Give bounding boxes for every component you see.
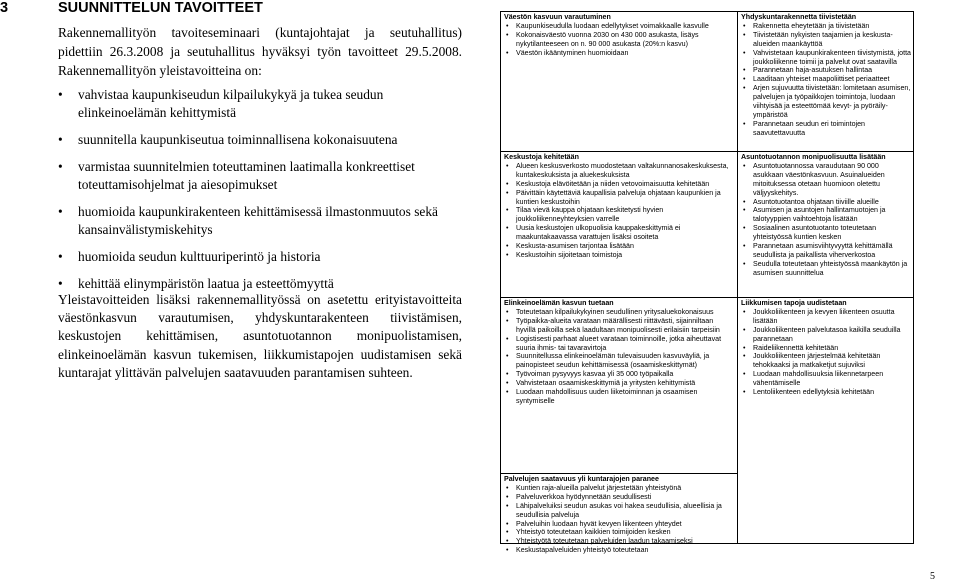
bullet-icon: •	[743, 242, 746, 251]
bullet-icon: •	[506, 30, 509, 39]
bullet-icon: •	[58, 204, 63, 219]
bullet-icon: •	[506, 179, 509, 188]
table-cell-yhdyskuntarakenne	[738, 12, 914, 151]
list-item: • Parannetaan seudun eri toimintojen saavutettavuutta	[743, 119, 866, 137]
cell-title: Keskustoja kehitetään	[504, 153, 579, 161]
goal-item: • vahvistaa kaupunkiseudun kilpailukykyä ja tukea seudun elinkeinoelämän kehittymistä	[58, 87, 384, 120]
bullet-icon: •	[506, 316, 509, 325]
table-cell-asuntotuotanto	[738, 152, 914, 297]
bullet-icon: •	[506, 519, 509, 528]
goal-item: • huomioida kaupunkirakenteen kehittämisessä ilmastonmuutos sekä kansainvälistymiskehitys	[58, 204, 438, 237]
list-item: • Joukkoliikenteen järjestelmää kehitetään tehokkaaksi ja matkaketjut sujuviksi	[743, 352, 881, 370]
bullet-icon: •	[743, 224, 746, 233]
bullet-icon: •	[506, 188, 509, 197]
list-item: • Keskustapalveluiden yhteistyö toteutetaan	[506, 546, 649, 555]
bullet-icon: •	[506, 388, 509, 397]
outro-paragraph: Yleistavoitteiden lisäksi rakennemallityössä on asetettu erityistavoitteita väestönkasvun varautumisen, yhdyskuntarakenteen tiivistämisen, keskustojen kehittämisen, asuntotuotannon monipuolistamisen, elinkeinoelämän kasvun tukemisen, liikkumistapojen uudistamisen sekä kuntarajat ylittävän palvelujen saatavuuden parantamisen suhteen.	[58, 292, 462, 380]
bullet-icon: •	[743, 307, 746, 316]
table-cell-elinkeinoelama	[501, 298, 737, 473]
list-item: • Tiivistetään nykyisten taajamien ja keskusta-alueiden maankäyttöä	[743, 30, 893, 48]
bullet-icon: •	[743, 206, 746, 215]
cell-title: Palvelujen saatavuus yli kuntarajojen paranee	[504, 475, 659, 483]
list-item: • Laaditaan yhteiset maapoliittiset periaatteet	[743, 75, 890, 84]
list-item: • Keskusta-asumisen tarjontaa lisätään	[506, 242, 634, 251]
section-title: SUUNNITTELUN TAVOITTEET	[58, 0, 263, 16]
bullet-icon: •	[506, 206, 509, 215]
bullet-icon: •	[743, 161, 746, 170]
goal-item: • kehittää elinympäristön laatua ja esteettömyyttä	[58, 276, 334, 291]
bullet-icon: •	[506, 224, 509, 233]
bullet-icon: •	[506, 528, 509, 537]
list-item: • Yhteistyötä toteutetaan palveluiden laadun takaamiseksi	[506, 537, 693, 546]
list-item: • Toteutetaan kilpailukykyinen seudullinen yritysaluekokonaisuus	[506, 307, 714, 316]
section-heading	[0, 0, 470, 16]
list-item: • Kaupunkiseudulla luodaan edellytykset voimakkaalle kasvulle	[506, 21, 709, 30]
bullet-icon: •	[743, 75, 746, 84]
list-item: • Lentoliikenteen edellytyksiä kehitetään	[743, 388, 875, 397]
bullet-icon: •	[743, 66, 746, 75]
list-item: • Yhteistyö toteutetaan kaikkien toimijoiden kesken	[506, 528, 671, 537]
bullet-icon: •	[743, 119, 746, 128]
list-item: • Lähipalveluiksi seudun asukas voi hakea seudullisia, alueellisia ja seudullisia palveluja	[506, 501, 722, 519]
bullet-icon: •	[506, 483, 509, 492]
cell-list	[741, 308, 911, 397]
bullet-icon: •	[58, 276, 63, 291]
bullet-icon: •	[58, 249, 63, 264]
table-cell-liikkuminen	[738, 298, 914, 543]
bullet-icon: •	[743, 21, 746, 30]
list-item: • Keskustoihin sijoitetaan toimistoja	[506, 250, 623, 259]
section-number: 3	[0, 0, 9, 16]
list-item: • Raideliikennettä kehitetään	[743, 343, 839, 352]
page-number: 5	[930, 571, 935, 582]
cell-title: Elinkeinoelämän kasvun tuetaan	[504, 299, 614, 307]
list-item: • Arjen sujuvuutta tiivistetään: lomitetaan asumisen, palvelujen ja työpaikkojen toimintoja, luodaan viihtyisää ja esteettömää kevyt- ja pyöräily-ympäristöä	[743, 84, 911, 119]
list-item: • Asuntotuotannossa varaudutaan 90 000 asukkaan väestönkasvuun. Asuinalueiden mitoituksessa otetaan huomioon oletettu väljyyskehitys.	[743, 161, 885, 197]
bullet-icon: •	[743, 84, 746, 93]
list-item: • Sosiaalinen asuntotuotanto toteutetaan yhteistyössä kuntien kesken	[743, 224, 877, 242]
bullet-icon: •	[58, 159, 63, 174]
list-item: • Työpaikka-alueita varataan määrällisesti riittävästi, sijainniltaan hyvillä paikoilla sekä laadultaan monipuolisesti erilaisiin tarpeisiin	[506, 316, 720, 334]
bullet-icon: •	[743, 325, 746, 334]
list-item: • Asumisen ja asuntojen hallintamuotojen ja talotyyppien vaihtoehtoja lisätään	[743, 206, 886, 224]
list-item: • Tilaa vievä kauppa ohjataan keskitetysti hyvien joukkoliikenneyhteyksien varrelle	[506, 206, 664, 224]
bullet-icon: •	[743, 352, 746, 361]
list-item: • Väestön ikääntyminen huomioidaan	[506, 48, 629, 57]
list-item: • Luodaan mahdollisuus uuden liiketoiminnan ja osaamisen syntymiselle	[506, 388, 698, 405]
bullet-icon: •	[506, 21, 509, 30]
goals-table	[500, 11, 914, 555]
list-item: • Asuntotuotantoa ohjataan tiiviille alueille	[743, 197, 879, 206]
bullet-icon: •	[506, 161, 509, 170]
list-item: • Palveluihin luodaan hyvät kevyen liikenteen yhteydet	[506, 519, 682, 528]
list-item: • Suunnitellussa elinkeinoelämän tulevaisuuden kasvuväyliä, ja painopisteet seudun kehittämisessä (osaamiskeskittymät)	[506, 352, 710, 370]
cell-title: Asuntotuotannon monipuolisuutta lisätään	[741, 153, 886, 161]
list-item: • Palveluverkkoa hyödynnetään seudullisesti	[506, 492, 652, 501]
bullet-icon: •	[506, 501, 509, 510]
list-item: • Joukkoliikenteen ja kevyen liikenteen osuutta lisätään	[743, 307, 895, 325]
bullet-icon: •	[506, 307, 509, 316]
table-cell-vaeston-kasvu	[501, 12, 737, 151]
goals-list	[58, 86, 468, 302]
list-item: • Seudulla toteutetaan yhteistyössä maankäytön ja asumisen suunnittelua	[743, 259, 908, 277]
list-item: • Logistisesti parhaat alueet varataan toiminnoille, jotka aiheuttavat suuria ihmis- tai tavaravirtoja	[506, 334, 722, 352]
bullet-icon: •	[506, 250, 509, 259]
cell-list	[504, 484, 734, 555]
bullet-icon: •	[506, 537, 509, 546]
table-cell-keskustat	[501, 152, 737, 297]
list-item: • Parannetaan asumisviihtyvyyttä kehittämällä seudullista ja paikallista viherverkostoa	[743, 242, 893, 259]
cell-title: Yhdyskuntarakennetta tiivistetään	[741, 13, 857, 21]
bullet-icon: •	[743, 30, 746, 39]
cell-title: Väestön kasvuun varautuminen	[504, 13, 611, 21]
bullet-icon: •	[506, 334, 509, 343]
bullet-icon: •	[743, 48, 746, 57]
bullet-icon: •	[743, 197, 746, 206]
list-item: • Vahvistetaan kaupunkirakenteen tiivistymistä, jotta joukkoliikenne toimii ja palvelut ovat saatavilla	[743, 48, 911, 66]
list-item: • Joukkoliikenteen palvelutasoa kaikilla seuduilla parannetaan	[743, 325, 901, 343]
cell-list	[504, 162, 734, 260]
list-item: • Rakennetta eheytetään ja tiivistetään	[743, 21, 870, 30]
bullet-icon: •	[58, 132, 63, 147]
goal-item: • huomioida seudun kulttuuriperintö ja historia	[58, 249, 321, 264]
bullet-icon: •	[506, 48, 509, 57]
list-item: • Kuntien raja-alueilla palvelut järjestetään yhteistyönä	[506, 483, 682, 492]
bullet-icon: •	[58, 87, 63, 102]
cell-list	[504, 22, 734, 58]
bullet-icon: •	[506, 352, 509, 361]
list-item: • Alueen keskusverkosto muodostetaan valtakunnanosakeskuksesta, kuntakeskuksista ja aluekeskuksista	[506, 161, 729, 179]
list-item: • Kokonaisväestö vuonna 2030 on 430 000 asukasta, lisäys nykytilanteeseen on n. 90 000 asukasta (20%:n kasvu)	[506, 30, 699, 48]
bullet-icon: •	[506, 370, 509, 379]
bullet-icon: •	[506, 546, 509, 555]
list-item: • Vahvistetaan osaamiskeskittymiä ja yritysten kehittymistä	[506, 379, 696, 388]
cell-title: Liikkumisen tapoja uudistetaan	[741, 299, 847, 307]
list-item: • Päivittäin käytettäviä kaupallisia palveluja ohjataan kaupunkien ja kuntien keskustoihin	[506, 188, 721, 206]
cell-list	[741, 22, 911, 138]
intro-paragraph: Rakennemallityön tavoiteseminaari (kuntajohtajat ja seutuhallitus) pidettiin 26.3.2008 ja seutuhallitus hyväksyi työn tavoitteet 29.5.2008. Rakennemallityön yleistavoitteina on:	[58, 25, 462, 78]
bullet-icon: •	[743, 370, 746, 379]
bullet-icon: •	[743, 259, 746, 268]
cell-list	[741, 162, 911, 278]
cell-list	[504, 308, 734, 406]
list-item: • Työvoiman pysyvyys kasvaa yli 35 000 työpaikalla	[506, 370, 674, 379]
list-item: • Uusia keskustojen ulkopuolisia kauppakeskittymiä ei maakuntakaavassa varattujen lisäksi osoiteta	[506, 224, 681, 242]
list-item: • Keskustoja elävöitetään ja niiden vetovoimaisuutta kehitetään	[506, 179, 710, 188]
goal-item: • varmistaa suunnitelmien toteuttaminen laatimalla konkreettiset toteuttamisohjelmat ja aiesopimukset	[58, 159, 415, 192]
bullet-icon: •	[743, 388, 746, 397]
list-item: • Luodaan mahdollisuuksia liikennetarpeen vähentämiselle	[743, 370, 884, 388]
table-cell-palvelut	[501, 474, 737, 555]
bullet-icon: •	[743, 343, 746, 352]
bullet-icon: •	[506, 492, 509, 501]
list-item: • Parannetaan haja-asutuksen hallintaa	[743, 66, 873, 75]
bullet-icon: •	[506, 242, 509, 251]
goal-item: • suunnitella kaupunkiseutua toiminnallisena kokonaisuutena	[58, 132, 398, 147]
bullet-icon: •	[506, 379, 509, 388]
